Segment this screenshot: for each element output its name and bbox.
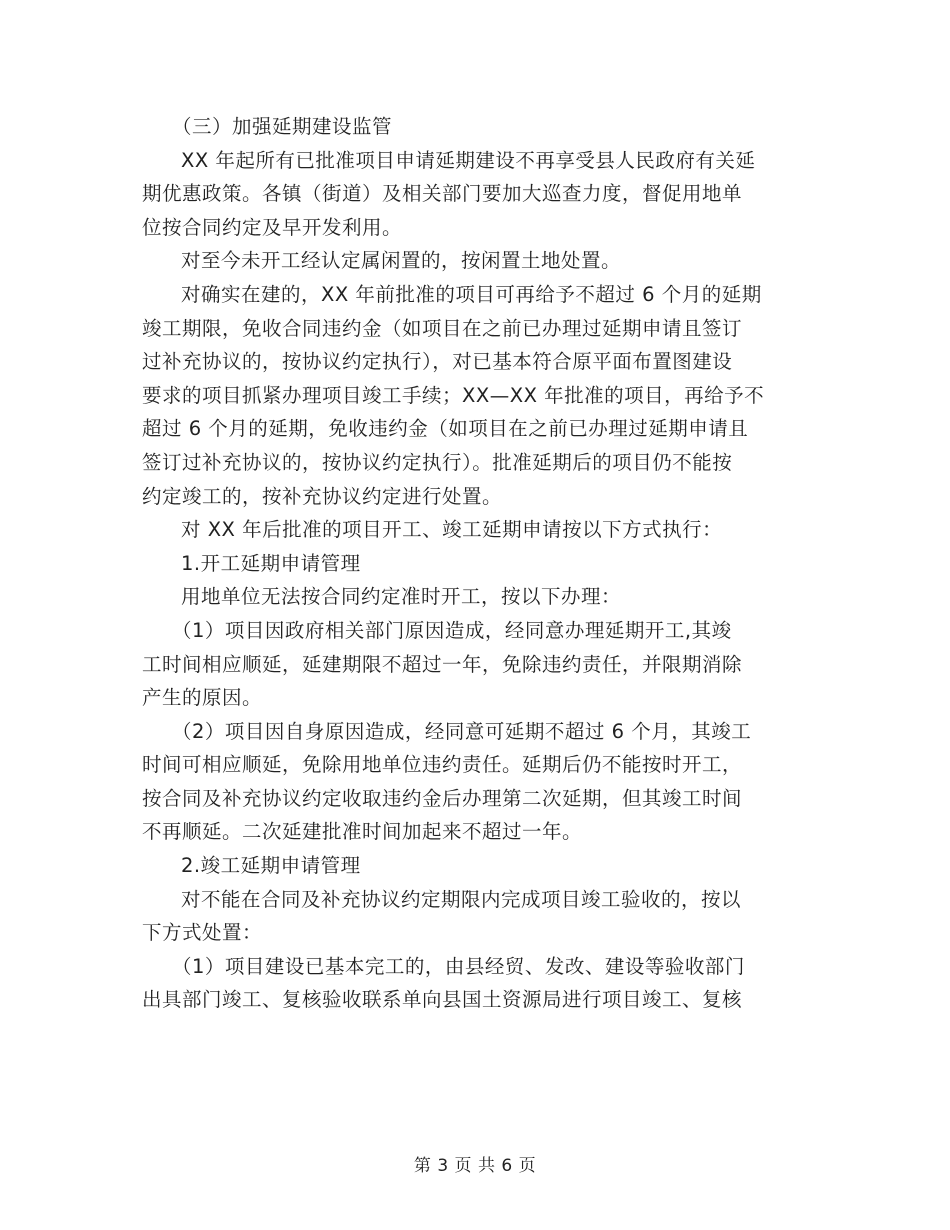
paragraph-line: XX 年起所有已批准项目申请延期建设不再享受县人民政府有关延: [181, 148, 756, 172]
paragraph-line: 对确实在建的，XX 年前批准的项目可再给予不超过 6 个月的延期: [181, 282, 762, 306]
paragraph-line: 位按合同约定及早开发利用。: [142, 215, 403, 239]
paragraph-line: 2.竣工延期申请管理: [181, 854, 361, 878]
paragraph-line: 超过 6 个月的延期，免收违约金（如项目在之前已办理过延期申请且: [142, 417, 749, 441]
paragraph-line: 产生的原因。: [142, 686, 263, 710]
paragraph-line: 时间可相应顺延，免除用地单位违约责任。延期后仍不能按时开工，: [142, 753, 743, 777]
paragraph-line: 对至今未开工经认定属闲置的，按闲置土地处置。: [181, 249, 622, 273]
paragraph-line: 约定竣工的，按补充协议约定进行处置。: [142, 484, 503, 508]
paragraph-line: （1）项目建设已基本完工的，由县经贸、发改、建设等验收部门: [172, 954, 745, 978]
paragraph-line: 用地单位无法按合同约定准时开工，按以下办理：: [181, 585, 622, 609]
paragraph-line: 出具部门竣工、复核验收联系单向县国土资源局进行项目竣工、复核: [142, 988, 743, 1012]
paragraph-line: 对不能在合同及补充协议约定期限内完成项目竣工验收的，按以: [181, 887, 742, 911]
paragraph-line: （三）加强延期建设监管: [172, 115, 393, 138]
paragraph-line: 按合同及补充协议约定收取违约金后办理第二次延期，但其竣工时间: [142, 786, 743, 810]
document-body: [142, 110, 802, 1017]
paragraph-line: 签订过补充协议的，按协议约定执行）。批准延期后的项目仍不能按: [142, 450, 733, 474]
paragraph-line: 1.开工延期申请管理: [181, 551, 361, 575]
paragraph-line: 期优惠政策。各镇（街道）及相关部门要加大巡查力度，督促用地单: [142, 182, 743, 206]
page-footer: 第 3 页 共 6 页: [413, 1156, 537, 1176]
paragraph-line: 过补充协议的，按协议约定执行），对已基本符合原平面布置图建设: [142, 350, 733, 374]
paragraph-line: 对 XX 年后批准的项目开工、竣工延期申请按以下方式执行：: [181, 518, 723, 542]
paragraph-line: 竣工期限，免收合同违约金（如项目在之前已办理过延期申请且签订: [142, 316, 743, 340]
paragraph-line: 不再顺延。二次延建批准时间加起来不超过一年。: [142, 820, 583, 844]
paragraph-line: 下方式处置：: [142, 921, 263, 945]
paragraph-line: 要求的项目抓紧办理项目竣工手续；XX—XX 年批准的项目，再给予不: [142, 383, 765, 407]
paragraph-line: 工时间相应顺延，延建期限不超过一年，免除违约责任，并限期消除: [142, 652, 743, 676]
paragraph-line: （1）项目因政府相关部门原因造成，经同意办理延期开工,其竣: [172, 618, 732, 642]
paragraph-line: （2）项目因自身原因造成，经同意可延期不超过 6 个月，其竣工: [172, 719, 752, 743]
